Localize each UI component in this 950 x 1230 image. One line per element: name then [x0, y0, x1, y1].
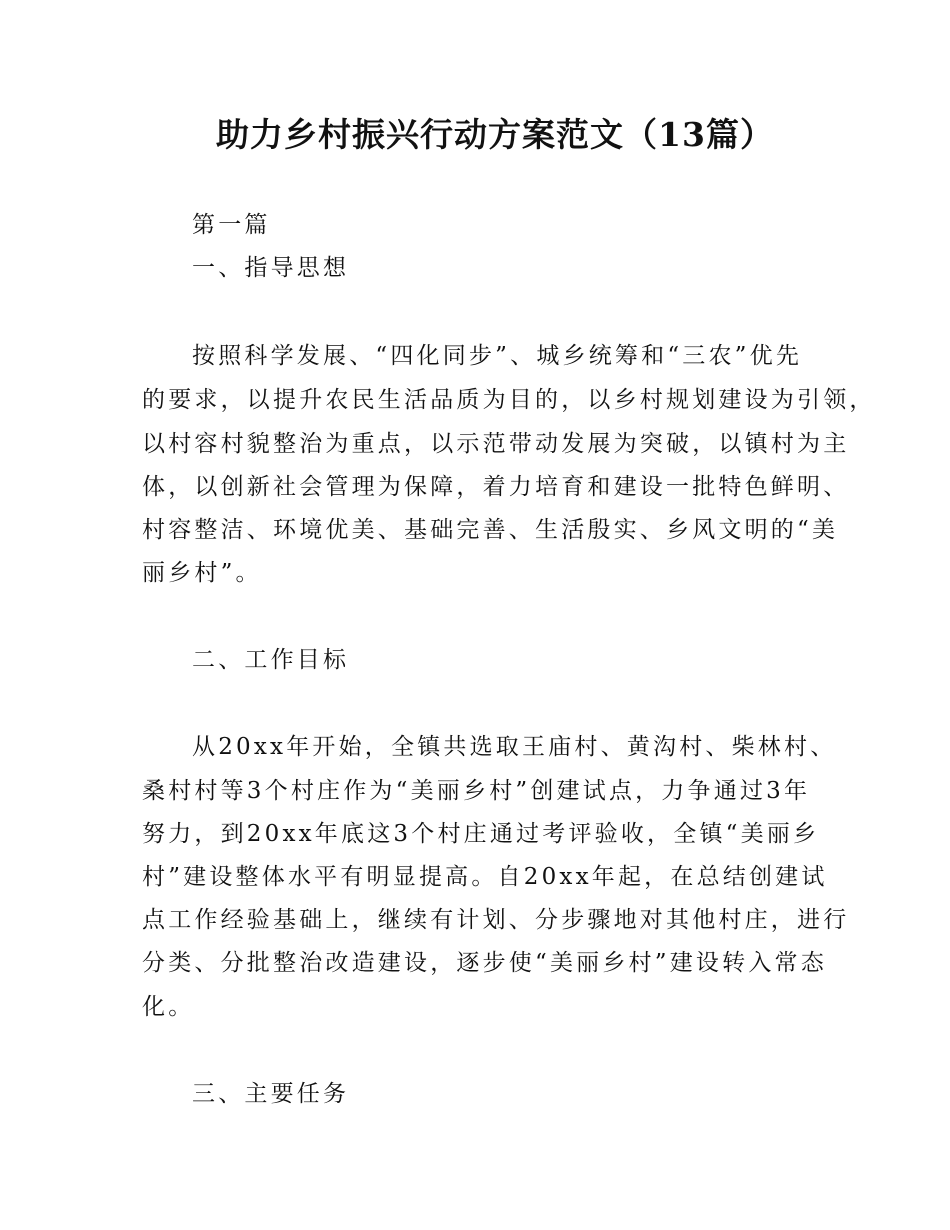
paragraph-line: 村容整洁、环境优美、基础完善、生活殷实、乡风文明的“美: [142, 517, 839, 543]
part-label: 第一篇: [192, 212, 271, 238]
paragraph-line: 化。: [142, 994, 195, 1020]
document-title: 助力乡村振兴行动方案范文（13篇）: [216, 115, 774, 154]
paragraph-line: 的要求，以提升农民生活品质为目的，以乡村规划建设为引领，: [142, 387, 876, 413]
section-heading-main-tasks: 三、主要任务: [192, 1081, 350, 1107]
paragraph-line: 丽乡村”。: [142, 560, 262, 586]
paragraph-line: 体，以创新社会管理为保障，着力培育和建设一批特色鲜明、: [142, 474, 850, 500]
section-heading-guiding-ideology: 一、指导思想: [192, 255, 350, 281]
paragraph-line: 以村容村貌整治为重点，以示范带动发展为突破，以镇村为主: [142, 431, 850, 457]
paragraph-line: 从20xx年开始，全镇共选取王庙村、黄沟村、柴林村、: [192, 734, 837, 760]
section-heading-work-goals: 二、工作目标: [192, 647, 350, 673]
paragraph-line: 按照科学发展、“四化同步”、城乡统筹和“三农”优先: [192, 343, 803, 369]
paragraph-line: 努力，到20xx年底这3个村庄通过考评验收，全镇“美丽乡: [142, 821, 820, 847]
paragraph-line: 点工作经验基础上，继续有计划、分步骤地对其他村庄，进行: [142, 907, 850, 933]
paragraph-line: 分类、分批整治改造建设，逐步使“美丽乡村”建设转入常态: [142, 950, 827, 976]
paragraph-line: 桑村村等3个村庄作为“美丽乡村”创建试点，力争通过3年: [142, 778, 811, 804]
paragraph-line: 村”建设整体水平有明显提高。自20xx年起，在总结创建试: [142, 864, 828, 890]
